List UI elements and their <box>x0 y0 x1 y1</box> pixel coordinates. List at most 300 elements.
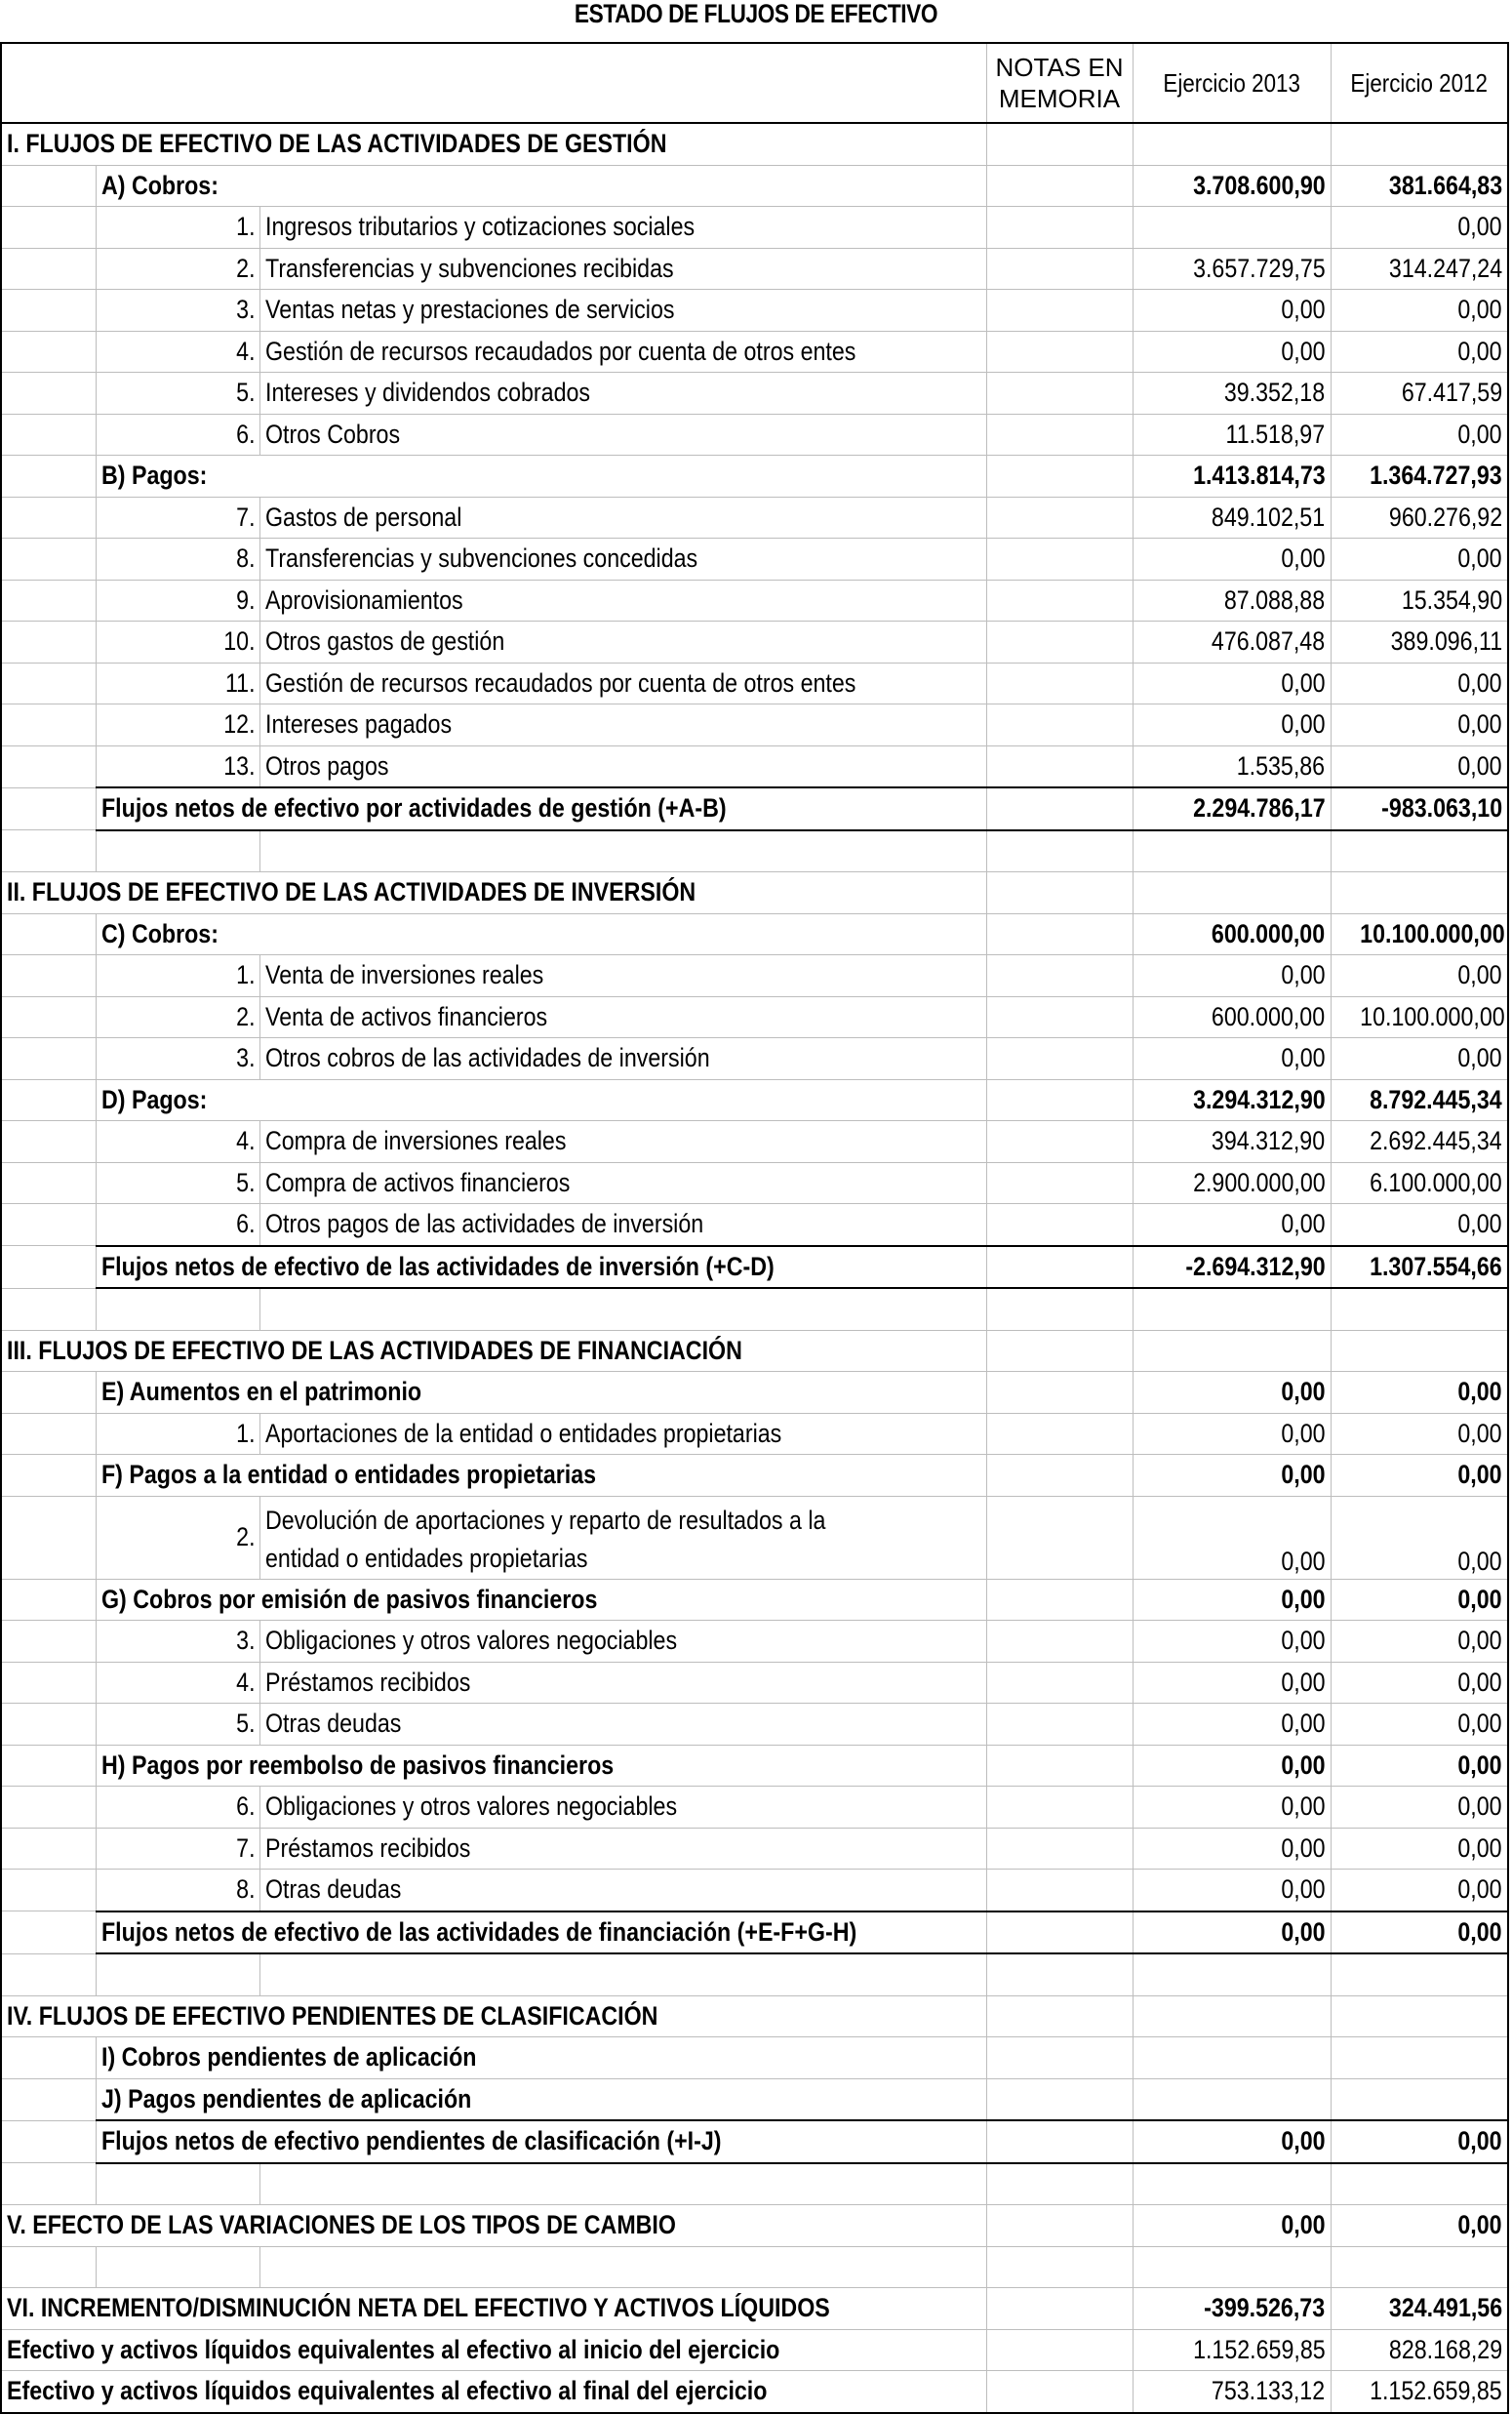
value-2012 <box>1331 1121 1508 1163</box>
group-label <box>96 1455 986 1497</box>
item-number-text: 3. <box>236 295 256 325</box>
item-label <box>259 331 986 373</box>
value-2013 <box>1133 1579 1331 1621</box>
notes-cell <box>986 123 1133 165</box>
total-label <box>96 2120 986 2163</box>
blank-cell <box>1 830 96 872</box>
value-2012 <box>1331 1204 1508 1246</box>
indent-cell <box>1 165 96 207</box>
indent-cell <box>1 787 96 830</box>
indent-cell <box>1 704 96 746</box>
row-item <box>1 580 1508 622</box>
indent-cell <box>1 539 96 581</box>
blank-cell <box>1133 2163 1331 2205</box>
value-2012 <box>1331 1372 1508 1414</box>
row-group <box>1 913 1508 955</box>
value-2013 <box>1133 996 1331 1038</box>
value-2013 <box>1133 1787 1331 1829</box>
value-2012-text: 67.417,59 <box>1401 378 1503 408</box>
indent-cell <box>1 1204 96 1246</box>
value-2012-text: 1.307.554,66 <box>1370 1251 1503 1281</box>
row-item <box>1 955 1508 997</box>
item-label-text: Venta de activos financieros <box>264 1001 547 1031</box>
item-label <box>259 704 986 746</box>
value-2012-text: 0,00 <box>1457 1750 1503 1780</box>
value-2013-text: 600.000,00 <box>1212 918 1326 948</box>
value-2013-text: 0,00 <box>1281 1546 1326 1576</box>
notes-cell <box>986 1455 1133 1497</box>
group-label-text: D) Pagos: <box>100 1084 207 1114</box>
value-2012 <box>1331 1413 1508 1455</box>
item-number-text: 12. <box>223 709 256 740</box>
value-2012-text: 0,00 <box>1457 1377 1503 1407</box>
section-label <box>1 2205 986 2247</box>
value-2012 <box>1331 290 1508 332</box>
item-number <box>96 414 259 456</box>
value-2013 <box>1133 290 1331 332</box>
value-2013-text: 753.133,12 <box>1212 2376 1326 2406</box>
row-item <box>1 290 1508 332</box>
item-label <box>259 996 986 1038</box>
item-number <box>96 1496 259 1579</box>
value-2012 <box>1331 2078 1508 2120</box>
value-2012 <box>1331 955 1508 997</box>
notes-cell <box>986 497 1133 539</box>
item-label <box>259 1496 986 1579</box>
value-2013 <box>1133 414 1331 456</box>
indent-cell <box>1 996 96 1038</box>
value-2012-text: 0,00 <box>1457 750 1503 781</box>
item-number-text: 11. <box>224 667 256 698</box>
item-label-text: Compra de inversiones reales <box>264 1126 566 1156</box>
item-number <box>96 955 259 997</box>
bottom-label-text: Efectivo y activos líquidos equivalentes al efectivo al inicio del ejercicio <box>7 2334 780 2364</box>
value-2012 <box>1331 787 1508 830</box>
value-2013 <box>1133 2288 1331 2330</box>
value-2013 <box>1133 1413 1331 1455</box>
row-sectionval <box>1 2288 1508 2330</box>
item-number <box>96 1121 259 1163</box>
group-label <box>96 2037 986 2079</box>
notes-cell <box>986 456 1133 498</box>
notes-cell <box>986 787 1133 830</box>
indent-cell <box>1 2037 96 2079</box>
value-2013 <box>1133 1621 1331 1663</box>
item-number <box>96 290 259 332</box>
item-number-text: 2. <box>236 1001 256 1031</box>
value-2013 <box>1133 1828 1331 1870</box>
item-label-text: Ingresos tributarios y cotizaciones sociales <box>264 212 695 242</box>
row-total <box>1 1911 1508 1954</box>
notes-cell <box>986 331 1133 373</box>
row-item <box>1 1038 1508 1080</box>
item-label <box>259 1413 986 1455</box>
blank-cell <box>1331 1953 1508 1995</box>
blank-cell <box>986 2246 1133 2288</box>
indent-cell <box>1 663 96 704</box>
row-item <box>1 622 1508 664</box>
value-2012 <box>1331 622 1508 664</box>
item-label <box>259 1787 986 1829</box>
header-notes: NOTAS EN MEMORIA <box>986 43 1133 123</box>
item-number <box>96 704 259 746</box>
item-label <box>259 663 986 704</box>
value-2013 <box>1133 872 1331 914</box>
value-2012 <box>1331 414 1508 456</box>
notes-cell <box>986 539 1133 581</box>
value-2012-text: 2.692.445,34 <box>1370 1126 1503 1156</box>
blank-cell <box>259 1953 986 1995</box>
item-number <box>96 373 259 415</box>
notes-cell <box>986 2078 1133 2120</box>
value-2012 <box>1331 456 1508 498</box>
value-2013-text: 1.413.814,73 <box>1192 461 1326 491</box>
value-2012 <box>1331 373 1508 415</box>
row-group <box>1 1579 1508 1621</box>
value-2013 <box>1133 913 1331 955</box>
row-total <box>1 2120 1508 2163</box>
indent-cell <box>1 290 96 332</box>
item-number-text: 4. <box>236 336 256 366</box>
value-2012-text: 0,00 <box>1457 419 1503 449</box>
blank-cell <box>259 2246 986 2288</box>
value-2013-text: 3.708.600,90 <box>1192 170 1326 200</box>
item-label-text: Ventas netas y prestaciones de servicios <box>264 295 674 325</box>
indent-cell <box>1 1079 96 1121</box>
value-2013-text: 87.088,88 <box>1224 584 1326 615</box>
notes-cell <box>986 913 1133 955</box>
notes-cell <box>986 1079 1133 1121</box>
item-label-text: Préstamos recibidos <box>264 1667 470 1697</box>
value-2013 <box>1133 123 1331 165</box>
row-blank <box>1 2163 1508 2205</box>
item-label-text: Gestión de recursos recaudados por cuenta de otros entes <box>264 336 855 366</box>
value-2013 <box>1133 497 1331 539</box>
item-number <box>96 745 259 787</box>
value-2012-text: 0,00 <box>1457 1043 1503 1073</box>
row-item <box>1 497 1508 539</box>
item-label-text: Gestión de recursos recaudados por cuenta de otros entes <box>264 667 855 698</box>
blank-cell <box>986 830 1133 872</box>
value-2012 <box>1331 1911 1508 1954</box>
value-2013 <box>1133 1911 1331 1954</box>
row-total <box>1 787 1508 830</box>
value-2012-text: 0,00 <box>1457 1832 1503 1863</box>
item-number-text: 4. <box>236 1667 256 1697</box>
section-label <box>1 1995 986 2037</box>
value-2012 <box>1331 996 1508 1038</box>
row-item <box>1 745 1508 787</box>
item-number-text: 7. <box>236 502 256 532</box>
value-2012-text: -983.063,10 <box>1381 793 1503 824</box>
value-2012-text: 0,00 <box>1457 336 1503 366</box>
group-label <box>96 165 986 207</box>
value-2012 <box>1331 913 1508 955</box>
value-2013 <box>1133 248 1331 290</box>
indent-cell <box>1 497 96 539</box>
notes-cell <box>986 1911 1133 1954</box>
notes-cell <box>986 1204 1133 1246</box>
value-2013 <box>1133 539 1331 581</box>
value-2013-text: 0,00 <box>1281 1750 1326 1780</box>
indent-cell <box>1 955 96 997</box>
value-2013-text: 3.294.312,90 <box>1192 1084 1326 1114</box>
row-item <box>1 704 1508 746</box>
value-2012 <box>1331 248 1508 290</box>
notes-cell <box>986 663 1133 704</box>
value-2013-text: 0,00 <box>1281 1709 1326 1739</box>
row-item <box>1 248 1508 290</box>
value-2013 <box>1133 2078 1331 2120</box>
value-2012-text: 0,00 <box>1457 2210 1503 2240</box>
section-label <box>1 2288 986 2330</box>
value-2012 <box>1331 1579 1508 1621</box>
row-bottom <box>1 2329 1508 2371</box>
group-label <box>96 1079 986 1121</box>
value-2013 <box>1133 2329 1331 2371</box>
value-2013-text: 0,00 <box>1281 2210 1326 2240</box>
value-2013 <box>1133 1995 1331 2037</box>
item-number <box>96 1704 259 1746</box>
item-number <box>96 1828 259 1870</box>
indent-cell <box>1 1372 96 1414</box>
row-item2 <box>1 1496 1508 1579</box>
value-2013-text: 39.352,18 <box>1224 378 1326 408</box>
value-2013-text: 3.657.729,75 <box>1192 253 1326 283</box>
value-2013-text: 0,00 <box>1281 1460 1326 1490</box>
row-blank <box>1 1288 1508 1330</box>
value-2013 <box>1133 373 1331 415</box>
section-label <box>1 123 986 165</box>
value-2012 <box>1331 1455 1508 1497</box>
value-2012 <box>1331 872 1508 914</box>
value-2012 <box>1331 2120 1508 2163</box>
blank-cell <box>1133 1288 1331 1330</box>
item-label-text: Devolución de aportaciones y reparto de resultados a la entidad o entidades propietarias <box>264 1506 825 1574</box>
item-label-text: Otros Cobros <box>264 419 400 449</box>
row-blank <box>1 2246 1508 2288</box>
value-2012-text: 1.364.727,93 <box>1370 461 1503 491</box>
value-2013-text: 0,00 <box>1281 336 1326 366</box>
total-label-text: Flujos netos de efectivo por actividades de gestión (+A-B) <box>100 793 727 824</box>
item-number-text: 8. <box>236 1874 256 1905</box>
item-number-text: 3. <box>236 1626 256 1656</box>
item-number <box>96 497 259 539</box>
indent-cell <box>1 1662 96 1704</box>
section-label <box>1 872 986 914</box>
bottom-label <box>1 2329 986 2371</box>
section-label <box>1 1330 986 1372</box>
indent-cell <box>1 913 96 955</box>
value-2012-text: 0,00 <box>1457 1460 1503 1490</box>
value-2013-text: 0,00 <box>1281 1791 1326 1822</box>
indent-cell <box>1 248 96 290</box>
value-2013-text: 600.000,00 <box>1212 1001 1326 1031</box>
item-label-text: Aportaciones de la entidad o entidades propietarias <box>264 1418 781 1448</box>
notes-cell <box>986 1995 1133 2037</box>
blank-cell <box>1 1288 96 1330</box>
value-2012 <box>1331 1704 1508 1746</box>
notes-cell <box>986 1162 1133 1204</box>
blank-cell <box>1331 830 1508 872</box>
item-label <box>259 1121 986 1163</box>
value-2013 <box>1133 1870 1331 1911</box>
value-2012-text: 0,00 <box>1457 2126 1503 2156</box>
notes-cell <box>986 248 1133 290</box>
value-2013-text: 0,00 <box>1281 1832 1326 1863</box>
item-label-text: Préstamos recibidos <box>264 1832 470 1863</box>
value-2012-text: 10.100.000,00 <box>1359 1001 1505 1031</box>
value-2012-text: 0,00 <box>1457 1709 1503 1739</box>
group-label-text: I) Cobros pendientes de aplicación <box>100 2042 477 2072</box>
value-2012 <box>1331 539 1508 581</box>
group-label <box>96 1745 986 1787</box>
item-number <box>96 1787 259 1829</box>
value-2013 <box>1133 704 1331 746</box>
item-label <box>259 622 986 664</box>
row-bottom <box>1 2371 1508 2413</box>
value-2013 <box>1133 1121 1331 1163</box>
item-label-text: Otros gastos de gestión <box>264 626 504 657</box>
header-2013-label: Ejercicio 2013 <box>1163 68 1300 98</box>
item-label-text: Aprovisionamientos <box>264 584 463 615</box>
value-2012 <box>1331 1496 1508 1579</box>
notes-cell <box>986 373 1133 415</box>
notes-cell <box>986 996 1133 1038</box>
group-label-text: H) Pagos por reembolso de pasivos financieros <box>100 1750 614 1780</box>
item-number <box>96 207 259 249</box>
value-2012 <box>1331 2288 1508 2330</box>
blank-cell <box>259 2163 986 2205</box>
header-2013 <box>1133 43 1331 123</box>
item-label <box>259 1828 986 1870</box>
row-item <box>1 996 1508 1038</box>
value-2013-text: 1.535,86 <box>1237 750 1326 781</box>
row-item <box>1 1162 1508 1204</box>
row-item <box>1 414 1508 456</box>
value-2013-text: 0,00 <box>1281 1043 1326 1073</box>
indent-cell <box>1 1621 96 1663</box>
value-2013-text: 1.152.659,85 <box>1192 2334 1326 2364</box>
value-2012 <box>1331 2329 1508 2371</box>
row-section <box>1 123 1508 165</box>
value-2012-text: 0,00 <box>1457 543 1503 574</box>
value-2012 <box>1331 1246 1508 1289</box>
bottom-label-text: Efectivo y activos líquidos equivalentes al efectivo al final del ejercicio <box>7 2376 768 2406</box>
row-item <box>1 1204 1508 1246</box>
item-number <box>96 1621 259 1663</box>
value-2013-text: 0,00 <box>1281 1874 1326 1905</box>
item-label <box>259 414 986 456</box>
value-2013-text: 2.294.786,17 <box>1192 793 1326 824</box>
item-label-text: Transferencias y subvenciones recibidas <box>264 253 674 283</box>
item-label <box>259 1621 986 1663</box>
value-2013 <box>1133 2205 1331 2247</box>
notes-cell <box>986 1121 1133 1163</box>
row-item <box>1 1828 1508 1870</box>
value-2013 <box>1133 1372 1331 1414</box>
header-row <box>1 43 1508 123</box>
item-number <box>96 1870 259 1911</box>
row-section <box>1 1995 1508 2037</box>
notes-cell <box>986 290 1133 332</box>
value-2012 <box>1331 1745 1508 1787</box>
item-number <box>96 622 259 664</box>
value-2013-text: 0,00 <box>1281 1916 1326 1947</box>
group-label-text: E) Aumentos en el patrimonio <box>100 1377 421 1407</box>
indent-cell <box>1 1870 96 1911</box>
value-2013 <box>1133 2371 1331 2413</box>
indent-cell <box>1 414 96 456</box>
value-2012 <box>1331 2037 1508 2079</box>
value-2012 <box>1331 2371 1508 2413</box>
section-label-text: V. EFECTO DE LAS VARIACIONES DE LOS TIPOS DE CAMBIO <box>7 2210 676 2240</box>
indent-cell <box>1 2078 96 2120</box>
row-item <box>1 1787 1508 1829</box>
value-2013-text: 0,00 <box>1281 667 1326 698</box>
value-2013 <box>1133 745 1331 787</box>
value-2012 <box>1331 123 1508 165</box>
group-label <box>96 2078 986 2120</box>
notes-cell <box>986 955 1133 997</box>
item-number-text: 6. <box>236 419 256 449</box>
value-2012 <box>1331 1787 1508 1829</box>
indent-cell <box>1 1246 96 1289</box>
notes-cell <box>986 704 1133 746</box>
value-2012-text: 0,00 <box>1457 1791 1503 1822</box>
value-2013-text: -2.694.312,90 <box>1185 1251 1326 1281</box>
value-2013-text: 0,00 <box>1281 1626 1326 1656</box>
row-group <box>1 1455 1508 1497</box>
blank-cell <box>986 2163 1133 2205</box>
value-2013-text: 0,00 <box>1281 709 1326 740</box>
blank-cell <box>96 2163 259 2205</box>
blank-cell <box>1133 1953 1331 1995</box>
item-label-text: Obligaciones y otros valores negociables <box>264 1791 677 1822</box>
row-group <box>1 165 1508 207</box>
indent-cell <box>1 745 96 787</box>
row-total <box>1 1246 1508 1289</box>
notes-cell <box>986 1413 1133 1455</box>
value-2012-text: 15.354,90 <box>1401 584 1503 615</box>
blank-cell <box>1 2246 96 2288</box>
header-2012-label: Ejercicio 2012 <box>1350 68 1488 98</box>
section-label-text: IV. FLUJOS DE EFECTIVO PENDIENTES DE CLASIFICACIÓN <box>7 2000 658 2031</box>
group-label-text: J) Pagos pendientes de aplicación <box>100 2083 471 2113</box>
value-2013-text: 0,00 <box>1281 1377 1326 1407</box>
section-label-text: I. FLUJOS DE EFECTIVO DE LAS ACTIVIDADES DE GESTIÓN <box>7 129 667 159</box>
item-number-text: 13. <box>223 750 256 781</box>
item-number <box>96 1162 259 1204</box>
item-label <box>259 207 986 249</box>
item-number <box>96 1038 259 1080</box>
row-item <box>1 663 1508 704</box>
group-label-text: A) Cobros: <box>100 170 219 200</box>
notes-cell <box>986 1662 1133 1704</box>
value-2012 <box>1331 1662 1508 1704</box>
section-label-text: III. FLUJOS DE EFECTIVO DE LAS ACTIVIDADES DE FINANCIACIÓN <box>7 1335 742 1365</box>
value-2012-text: 0,00 <box>1457 212 1503 242</box>
notes-cell <box>986 872 1133 914</box>
section-label-text: VI. INCREMENTO/DISMINUCIÓN NETA DEL EFECTIVO Y ACTIVOS LÍQUIDOS <box>7 2293 830 2323</box>
item-label-text: Otras deudas <box>264 1874 401 1905</box>
notes-cell <box>986 207 1133 249</box>
value-2012 <box>1331 1330 1508 1372</box>
value-2012-text: 314.247,24 <box>1388 253 1503 283</box>
value-2013 <box>1133 1330 1331 1372</box>
value-2013 <box>1133 1038 1331 1080</box>
value-2012 <box>1331 207 1508 249</box>
